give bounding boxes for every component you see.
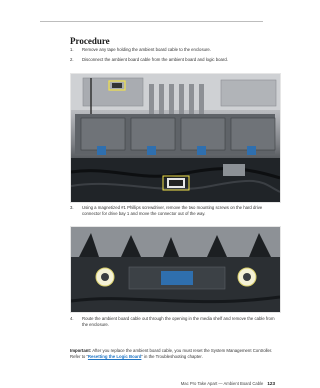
note-text: After you replace the ambient board cable, you must reset the System Management Controller. Refer to “ xyxy=(70,348,273,359)
step-text: Remove any tape holding the ambient board cable to the enclosure. xyxy=(82,47,211,52)
enclosure-photo-top xyxy=(70,73,281,203)
important-note xyxy=(70,348,280,360)
step-number: 3. xyxy=(70,205,74,210)
step-number: 2. xyxy=(70,57,74,62)
step-text: Using a magnetized #1 Phillips screwdriver, remove the two mounting screws on the hard drive connector for drive bay 1 and move the connector out of the way. xyxy=(82,205,263,216)
step-text: Disconnect the ambient board cable from the ambient board and logic board. xyxy=(82,57,228,62)
page-footer xyxy=(181,381,275,386)
note-text-end: ” in the Troubleshooting chapter. xyxy=(141,354,203,359)
drive-bay-photo xyxy=(70,226,281,313)
header-rule xyxy=(40,21,263,22)
important-label: Important: xyxy=(70,348,92,353)
step-text: Route the ambient board cable out through the opening in the media shelf and remove the cable from the enclosure. xyxy=(82,316,275,327)
footer-title: Mac Pro Take Apart — Ambient Board Cable xyxy=(180,381,264,386)
drive-connector xyxy=(161,271,193,285)
page-number: 123 xyxy=(267,381,275,386)
section-heading: Procedure xyxy=(70,36,110,46)
step-number: 4. xyxy=(70,316,74,321)
enclosure-illustration xyxy=(71,74,280,202)
resetting-logic-board-link[interactable]: Resetting the Logic Board xyxy=(87,354,142,359)
step-number: 1. xyxy=(70,47,74,52)
drive-bay-illustration xyxy=(71,227,280,312)
